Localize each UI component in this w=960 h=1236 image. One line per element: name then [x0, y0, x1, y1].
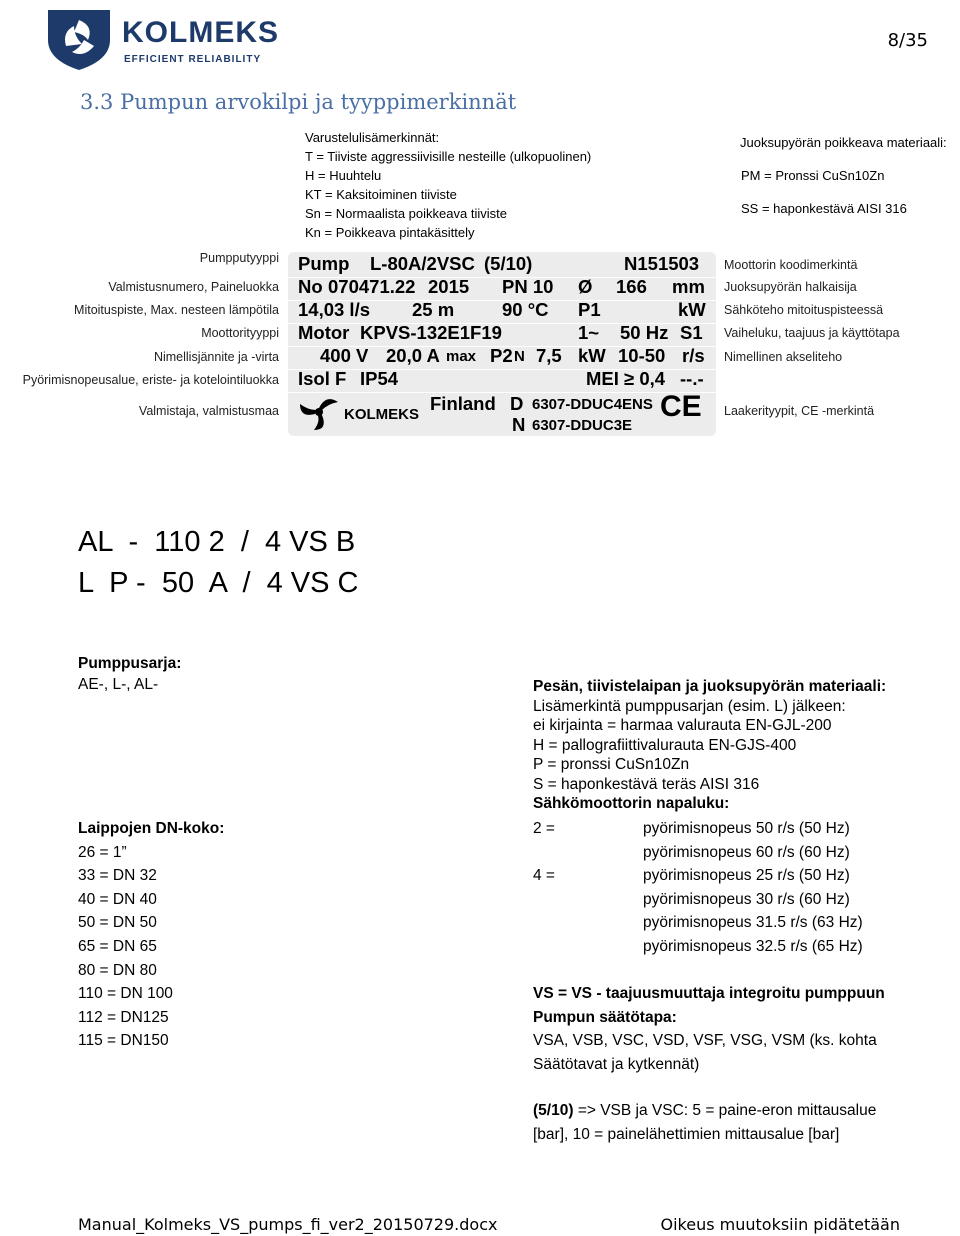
control-heading: Pumpun säätötapa:	[533, 1008, 677, 1026]
accessory-line: H = Huuhtelu	[305, 168, 382, 183]
nameplate	[288, 252, 716, 436]
flange-item: 80 = DN 80	[78, 961, 157, 979]
plate-motor-code: N151503	[624, 253, 700, 274]
accessory-line: KT = Kaksitoiminen tiiviste	[305, 187, 457, 202]
control-line: VSA, VSB, VSC, VSD, VSF, VSG, VSM (ks. kohta	[533, 1032, 877, 1050]
plate-p2-sub: N	[514, 348, 525, 365]
vs-section	[533, 982, 885, 1076]
flange-item: 33 = DN 32	[78, 867, 157, 885]
label-motor-type: Moottorityyppi	[201, 326, 279, 340]
plate-p1-key: P1	[578, 299, 601, 320]
material-line: H = pallografiittivalurauta EN-GJS-400	[533, 736, 797, 754]
material-line: ei kirjainta = harmaa valurauta EN-GJL-200	[533, 717, 832, 734]
pole-key: 2 =	[533, 820, 555, 837]
plate-mei: MEI ≥ 0,4	[586, 368, 666, 389]
plate-bearing-n: 6307-DDUC3E	[532, 417, 633, 434]
label-duty-point: Mitoituspiste, Max. nesteen lämpötila	[74, 303, 279, 317]
plate-pump-type: L-80A/2VSC	[370, 253, 475, 274]
label-motor-code: Moottorin koodimerkintä	[724, 258, 858, 272]
label-manufacturer: Valmistaja, valmistusmaa	[138, 404, 279, 418]
plate-flow: 14,03 l/s	[298, 299, 371, 320]
plate-pump-range: (5/10)	[484, 253, 533, 274]
flange-item: 65 = DN 65	[78, 937, 157, 955]
plate-speed-range: 10-50	[618, 345, 666, 366]
label-pump-type: Pumpputyyppi	[199, 251, 279, 265]
plate-country: Finland	[430, 393, 496, 414]
plate-diameter-symbol: Ø	[578, 276, 593, 297]
plate-phase: 1~	[578, 322, 600, 343]
plate-ce-mark: CE	[660, 390, 702, 423]
brand-tagline: EFFICIENT RELIABILITY	[124, 54, 262, 65]
plate-ip: IP54	[360, 368, 399, 389]
motor-pole-keys	[533, 817, 555, 888]
plate-pn: PN 10	[502, 276, 554, 297]
pole-key: 4 =	[533, 867, 555, 885]
plate-bearing-d: 6307-DDUC4ENS	[532, 396, 653, 413]
pole-speed: pyörimisnopeus 32.5 r/s (65 Hz)	[643, 937, 863, 955]
impeller-line: SS = haponkestävä AISI 316	[741, 201, 907, 216]
plate-serial: 070471.22	[328, 276, 416, 297]
plate-p2-value: 7,5	[536, 345, 562, 366]
label-shaft-power: Nimellinen akseliteho	[724, 350, 843, 364]
plate-pump-key: Pump	[298, 253, 350, 274]
plate-p2-key: P2	[490, 345, 513, 366]
plate-voltage: 400 V	[320, 345, 369, 366]
material-line: P = pronssi CuSn10Zn	[533, 756, 690, 773]
accessory-line: T = Tiiviste aggressiivisille nesteille (ulkopuolinen)	[305, 149, 592, 164]
flange-item: 26 = 1”	[78, 843, 127, 861]
accessory-line: Sn = Normaalista poikkeava tiiviste	[305, 206, 507, 221]
flange-list	[78, 817, 224, 1053]
series-value: AE-, L-, AL-	[78, 676, 159, 693]
pole-speed: pyörimisnopeus 25 r/s (50 Hz)	[643, 867, 850, 885]
label-impeller-diameter: Juoksupyörän halkaisija	[724, 280, 857, 294]
plate-bearing-n-key: N	[512, 414, 526, 435]
section-title: 3.3 Pumpun arvokilpi ja tyyppimerkinnät	[80, 90, 517, 114]
footer-disclaimer: Oikeus muutoksiin pidätetään	[660, 1215, 900, 1234]
plate-head: 25 m	[412, 299, 455, 320]
accessory-line: Kn = Poikkeava pintakäsittely	[305, 225, 475, 240]
plate-insulation: Isol F	[298, 368, 347, 389]
control-line: Säätötavat ja kytkennät)	[533, 1055, 700, 1073]
kolmeks-logo	[44, 6, 279, 72]
brand-name: KOLMEKS	[122, 16, 279, 49]
material-line: Lisämerkintä pumppusarjan (esim. L) jälkeen:	[533, 697, 846, 715]
plate-duty: S1	[680, 322, 703, 343]
pole-key	[533, 841, 555, 865]
flange-heading: Laippojen DN-koko:	[78, 820, 225, 837]
plate-brand: KOLMEKS	[344, 406, 419, 423]
impeller-line: PM = Pronssi CuSn10Zn	[741, 168, 885, 183]
vs-line: VS = VS - taajuusmuuttaja integroitu pumppuun	[533, 985, 885, 1002]
kolmeks-logo-icon	[44, 6, 114, 72]
plate-temperature: 90 °C	[502, 299, 549, 320]
label-phase-frequency: Vaiheluku, taajuus ja käyttötapa	[724, 326, 900, 340]
plate-current: 20,0 A	[386, 345, 440, 366]
pole-speed: pyörimisnopeus 50 r/s (50 Hz)	[643, 820, 850, 837]
material-line: S = haponkestävä teräs AISI 316	[533, 775, 760, 793]
flange-item: 115 = DN150	[78, 1032, 169, 1050]
plate-diameter-unit: mm	[672, 276, 705, 297]
plate-no-key: No	[298, 276, 323, 297]
material-notes	[533, 677, 886, 814]
plate-speed-unit: r/s	[682, 345, 705, 366]
label-electric-power: Sähköteho mitoituspisteessä	[724, 303, 884, 317]
pole-speed: pyörimisnopeus 30 r/s (60 Hz)	[643, 890, 850, 908]
flange-item: 50 = DN 50	[78, 914, 157, 932]
flange-item: 110 = DN 100	[78, 985, 173, 1003]
accessory-heading: Varustelulisämerkinnät:	[305, 130, 440, 145]
motor-pole-speeds	[643, 817, 863, 959]
type-code-line: L P - 50 A / 4 VS C	[78, 567, 359, 599]
range-note-line: => VSB ja VSC: 5 = paine-eron mittausalue	[577, 1102, 877, 1119]
range-note-line: [bar], 10 = painelähettimien mittausalue [bar]	[533, 1125, 840, 1143]
range-note-key: (5/10)	[533, 1102, 574, 1119]
plate-diameter: 166	[616, 276, 647, 297]
footer-filename: Manual_Kolmeks_VS_pumps_fi_ver2_20150729.docx	[78, 1215, 498, 1234]
motor-poles-heading: Sähkömoottorin napaluku:	[533, 795, 730, 812]
material-heading: Pesän, tiivistelaipan ja juoksupyörän materiaali:	[533, 678, 887, 695]
plate-motor-type: KPVS-132E1F19	[360, 322, 502, 343]
label-voltage-current: Nimellisjännite ja -virta	[153, 350, 279, 364]
pole-speed: pyörimisnopeus 31.5 r/s (63 Hz)	[643, 914, 863, 932]
page-number: 8/35	[887, 30, 928, 51]
accessory-notes	[305, 128, 591, 242]
flange-item: 40 = DN 40	[78, 890, 157, 908]
flange-item: 112 = DN125	[78, 1008, 169, 1026]
label-bearings-ce: Laakerityypit, CE -merkintä	[724, 404, 875, 418]
plate-max: max	[446, 348, 477, 365]
pole-speed: pyörimisnopeus 60 r/s (60 Hz)	[643, 843, 850, 861]
plate-motor-key: Motor	[298, 322, 350, 343]
range-note	[533, 1099, 876, 1146]
series-heading: Pumppusarja:	[78, 655, 182, 672]
plate-mei-extra: --.-	[680, 368, 704, 389]
plate-p2-unit: kW	[578, 345, 606, 366]
plate-year: 2015	[428, 276, 470, 297]
plate-bearing-d-key: D	[510, 393, 524, 414]
plate-p1-unit: kW	[678, 299, 706, 320]
type-code-line: AL - 110 2 / 4 VS B	[78, 526, 356, 558]
plate-frequency: 50 Hz	[620, 322, 669, 343]
plate-fan-logo-icon	[296, 392, 342, 432]
label-speed-insulation: Pyörimisnopeusalue, eriste- ja kotelointiluokka	[22, 373, 279, 387]
label-serial: Valmistusnumero, Paineluokka	[108, 280, 279, 294]
impeller-heading: Juoksupyörän poikkeava materiaali:	[740, 135, 947, 150]
